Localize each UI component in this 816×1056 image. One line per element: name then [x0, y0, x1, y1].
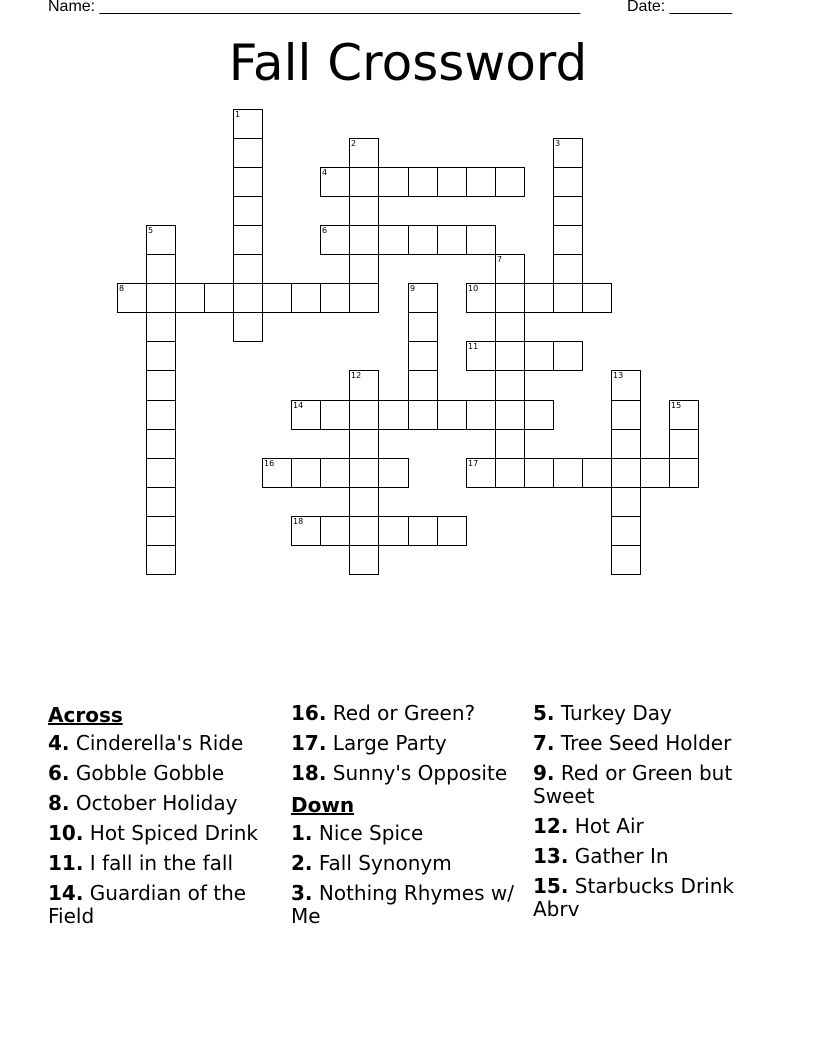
- grid-cell[interactable]: [146, 516, 176, 546]
- clue-text: Red or Green?: [332, 701, 476, 725]
- grid-cell[interactable]: [466, 341, 496, 371]
- clue-text: Nice Spice: [318, 821, 424, 845]
- clue-column-1: [48, 702, 284, 935]
- grid-cell[interactable]: [466, 458, 496, 488]
- clue-across-16: [291, 702, 527, 725]
- clue-number: 2.: [291, 851, 313, 875]
- grid-cell[interactable]: [233, 254, 263, 284]
- grid-cell[interactable]: [466, 225, 496, 255]
- grid-cell[interactable]: [495, 341, 525, 371]
- grid-cell[interactable]: [408, 516, 438, 546]
- grid-cell[interactable]: [378, 458, 409, 488]
- clue-down-3: [291, 882, 527, 928]
- clue-number: 12.: [533, 814, 569, 838]
- grid-cell[interactable]: [291, 283, 321, 313]
- grid-cell[interactable]: [437, 400, 467, 430]
- grid-cell[interactable]: [524, 458, 554, 488]
- grid-cell[interactable]: [553, 283, 583, 313]
- clue-number: 18.: [291, 761, 327, 785]
- grid-cell[interactable]: [378, 167, 409, 197]
- grid-cell[interactable]: [378, 516, 409, 546]
- clue-down-9: [533, 762, 769, 808]
- grid-cell[interactable]: [495, 400, 525, 430]
- grid-cell[interactable]: [146, 487, 176, 517]
- grid-cell[interactable]: [640, 458, 670, 488]
- grid-cell[interactable]: [233, 225, 263, 255]
- clue-number: 6.: [48, 761, 70, 785]
- clue-number: 16.: [291, 701, 327, 725]
- grid-cell[interactable]: [146, 370, 176, 401]
- clue-text: I fall in the fall: [89, 851, 233, 875]
- across-heading: Across: [48, 703, 123, 727]
- grid-cell[interactable]: [495, 167, 525, 197]
- grid-cell[interactable]: [669, 458, 699, 488]
- cell-number: 18: [293, 517, 304, 526]
- grid-cell[interactable]: [349, 516, 379, 546]
- cell-number: 7: [497, 255, 503, 264]
- clue-number: 14.: [48, 881, 84, 905]
- clue-text: Starbucks Drink Abrv: [533, 874, 734, 921]
- grid-cell[interactable]: [320, 516, 350, 546]
- grid-cell[interactable]: [611, 545, 641, 575]
- grid-cell[interactable]: [349, 429, 379, 459]
- grid-cell[interactable]: [233, 312, 263, 342]
- grid-cell[interactable]: [524, 341, 554, 371]
- grid-cell[interactable]: [175, 283, 205, 313]
- grid-cell[interactable]: [320, 167, 350, 197]
- grid-cell[interactable]: [495, 458, 525, 488]
- grid-cell[interactable]: [349, 167, 379, 197]
- clue-across-11: [48, 852, 284, 875]
- grid-cell[interactable]: [495, 312, 525, 342]
- grid-cell[interactable]: [553, 196, 583, 226]
- clue-text: Turkey Day: [560, 701, 672, 725]
- cell-number: 2: [351, 139, 357, 148]
- clue-across-6: [48, 762, 284, 785]
- clue-text: Large Party: [332, 731, 447, 755]
- grid-cell[interactable]: [553, 341, 583, 371]
- grid-cell[interactable]: [146, 400, 176, 430]
- grid-cell[interactable]: [408, 400, 438, 430]
- cell-number: 12: [351, 371, 362, 380]
- grid-cell[interactable]: [378, 225, 409, 255]
- clue-text: October Holiday: [75, 791, 238, 815]
- clue-across-4: [48, 732, 284, 755]
- grid-cell[interactable]: [291, 400, 321, 430]
- clue-number: 9.: [533, 761, 555, 785]
- grid-cell[interactable]: [611, 429, 641, 459]
- grid-cell[interactable]: [320, 283, 350, 313]
- name-field[interactable]: Name: ______________________________________________________: [48, 0, 581, 15]
- grid-cell[interactable]: [611, 516, 641, 546]
- cell-number: 10: [468, 284, 479, 293]
- grid-cell[interactable]: [437, 516, 467, 546]
- clue-number: 1.: [291, 821, 313, 845]
- grid-cell[interactable]: [408, 167, 438, 197]
- cell-number: 1: [235, 110, 241, 119]
- clue-text: Hot Spiced Drink: [89, 821, 259, 845]
- clue-down-15: [533, 875, 769, 921]
- grid-cell[interactable]: [466, 400, 496, 430]
- clue-column-3: [533, 702, 769, 928]
- grid-cell[interactable]: [553, 458, 583, 488]
- grid-cell[interactable]: [349, 225, 379, 255]
- grid-cell[interactable]: [233, 138, 263, 168]
- grid-cell[interactable]: [611, 370, 641, 401]
- clue-across-14: [48, 882, 284, 928]
- grid-cell[interactable]: [466, 167, 496, 197]
- grid-cell[interactable]: [349, 487, 379, 517]
- grid-cell[interactable]: [349, 370, 379, 401]
- grid-cell[interactable]: [146, 254, 176, 284]
- grid-cell[interactable]: [349, 196, 379, 226]
- clue-down-2: [291, 852, 527, 875]
- grid-cell[interactable]: [553, 167, 583, 197]
- grid-cell[interactable]: [408, 341, 438, 371]
- clue-text: Guardian of the Field: [48, 881, 247, 928]
- grid-cell[interactable]: [611, 487, 641, 517]
- grid-cell[interactable]: [408, 283, 438, 313]
- clue-text: Nothing Rhymes w/ Me: [291, 881, 514, 928]
- grid-cell[interactable]: [495, 370, 525, 401]
- clue-number: 3.: [291, 881, 313, 905]
- clue-text: Fall Synonym: [318, 851, 452, 875]
- clue-text: Gather In: [574, 844, 669, 868]
- clue-text: Tree Seed Holder: [560, 731, 732, 755]
- clue-text: Gobble Gobble: [75, 761, 225, 785]
- grid-cell[interactable]: [466, 283, 496, 313]
- grid-cell[interactable]: [262, 283, 292, 313]
- clue-number: 7.: [533, 731, 555, 755]
- grid-cell[interactable]: [291, 516, 321, 546]
- grid-cell[interactable]: [611, 458, 641, 488]
- clue-number: 13.: [533, 844, 569, 868]
- grid-cell[interactable]: [437, 225, 467, 255]
- grid-cell[interactable]: [291, 458, 321, 488]
- grid-cell[interactable]: [233, 109, 263, 139]
- grid-cell[interactable]: [349, 254, 379, 284]
- grid-cell[interactable]: [320, 225, 350, 255]
- grid-cell[interactable]: [524, 283, 554, 313]
- clue-column-2: [291, 702, 527, 935]
- clue-down-12: [533, 815, 769, 838]
- grid-cell[interactable]: [146, 545, 176, 575]
- grid-cell[interactable]: [408, 370, 438, 401]
- cell-number: 16: [264, 459, 275, 468]
- grid-cell[interactable]: [349, 545, 379, 575]
- cell-number: 11: [468, 342, 479, 351]
- grid-cell[interactable]: [146, 283, 176, 313]
- cell-number: 9: [410, 284, 416, 293]
- clue-down-13: [533, 845, 769, 868]
- cell-number: 13: [613, 371, 624, 380]
- clue-number: 10.: [48, 821, 84, 845]
- clue-across-17: [291, 732, 527, 755]
- grid-cell[interactable]: [553, 138, 583, 168]
- grid-cell[interactable]: [408, 312, 438, 342]
- grid-cell[interactable]: [611, 400, 641, 430]
- cell-number: 4: [322, 168, 328, 177]
- grid-cell[interactable]: [233, 167, 263, 197]
- grid-cell[interactable]: [582, 458, 612, 488]
- grid-cell[interactable]: [349, 138, 379, 168]
- grid-cell[interactable]: [553, 225, 583, 255]
- grid-cell[interactable]: [349, 283, 379, 313]
- grid-cell[interactable]: [117, 283, 147, 313]
- clue-text: Cinderella's Ride: [75, 731, 244, 755]
- grid-cell[interactable]: [320, 458, 350, 488]
- cell-number: 15: [671, 401, 682, 410]
- clue-number: 11.: [48, 851, 84, 875]
- clue-number: 4.: [48, 731, 70, 755]
- clue-text: Sunny's Opposite: [332, 761, 508, 785]
- clue-across-8: [48, 792, 284, 815]
- cell-number: 6: [322, 226, 328, 235]
- grid-cell[interactable]: [349, 400, 379, 430]
- down-heading: Down: [291, 793, 355, 817]
- grid-cell[interactable]: [553, 254, 583, 284]
- grid-cell[interactable]: [495, 283, 525, 313]
- grid-cell[interactable]: [233, 283, 263, 313]
- grid-cell[interactable]: [146, 341, 176, 371]
- clue-down-5: [533, 702, 769, 725]
- grid-cell[interactable]: [146, 312, 176, 342]
- clue-number: 5.: [533, 701, 555, 725]
- grid-cell[interactable]: [408, 225, 438, 255]
- cell-number: 17: [468, 459, 479, 468]
- grid-cell[interactable]: [669, 400, 699, 430]
- cell-number: 3: [555, 139, 561, 148]
- page-title: Fall Crossword: [228, 34, 588, 92]
- grid-cell[interactable]: [437, 167, 467, 197]
- cell-number: 8: [119, 284, 125, 293]
- grid-cell[interactable]: [262, 458, 292, 488]
- grid-cell[interactable]: [146, 225, 176, 255]
- grid-cell[interactable]: [349, 458, 379, 488]
- clue-text: Hot Air: [574, 814, 644, 838]
- clue-number: 17.: [291, 731, 327, 755]
- grid-cell[interactable]: [320, 400, 350, 430]
- grid-cell[interactable]: [146, 429, 176, 459]
- grid-cell[interactable]: [378, 400, 409, 430]
- clue-number: 8.: [48, 791, 70, 815]
- grid-cell[interactable]: [204, 283, 234, 313]
- grid-cell[interactable]: [146, 458, 176, 488]
- grid-cell[interactable]: [669, 429, 699, 459]
- cell-number: 14: [293, 401, 304, 410]
- grid-cell[interactable]: [582, 283, 612, 313]
- clue-number: 15.: [533, 874, 569, 898]
- clue-down-7: [533, 732, 769, 755]
- clue-down-1: [291, 822, 527, 845]
- date-field[interactable]: Date: _______: [627, 0, 732, 15]
- grid-cell[interactable]: [495, 254, 525, 284]
- clue-across-18: [291, 762, 527, 785]
- clue-text: Red or Green but Sweet: [533, 761, 733, 808]
- cell-number: 5: [148, 226, 154, 235]
- grid-cell[interactable]: [495, 429, 525, 459]
- clue-across-10: [48, 822, 284, 845]
- grid-cell[interactable]: [233, 196, 263, 226]
- grid-cell[interactable]: [524, 400, 554, 430]
